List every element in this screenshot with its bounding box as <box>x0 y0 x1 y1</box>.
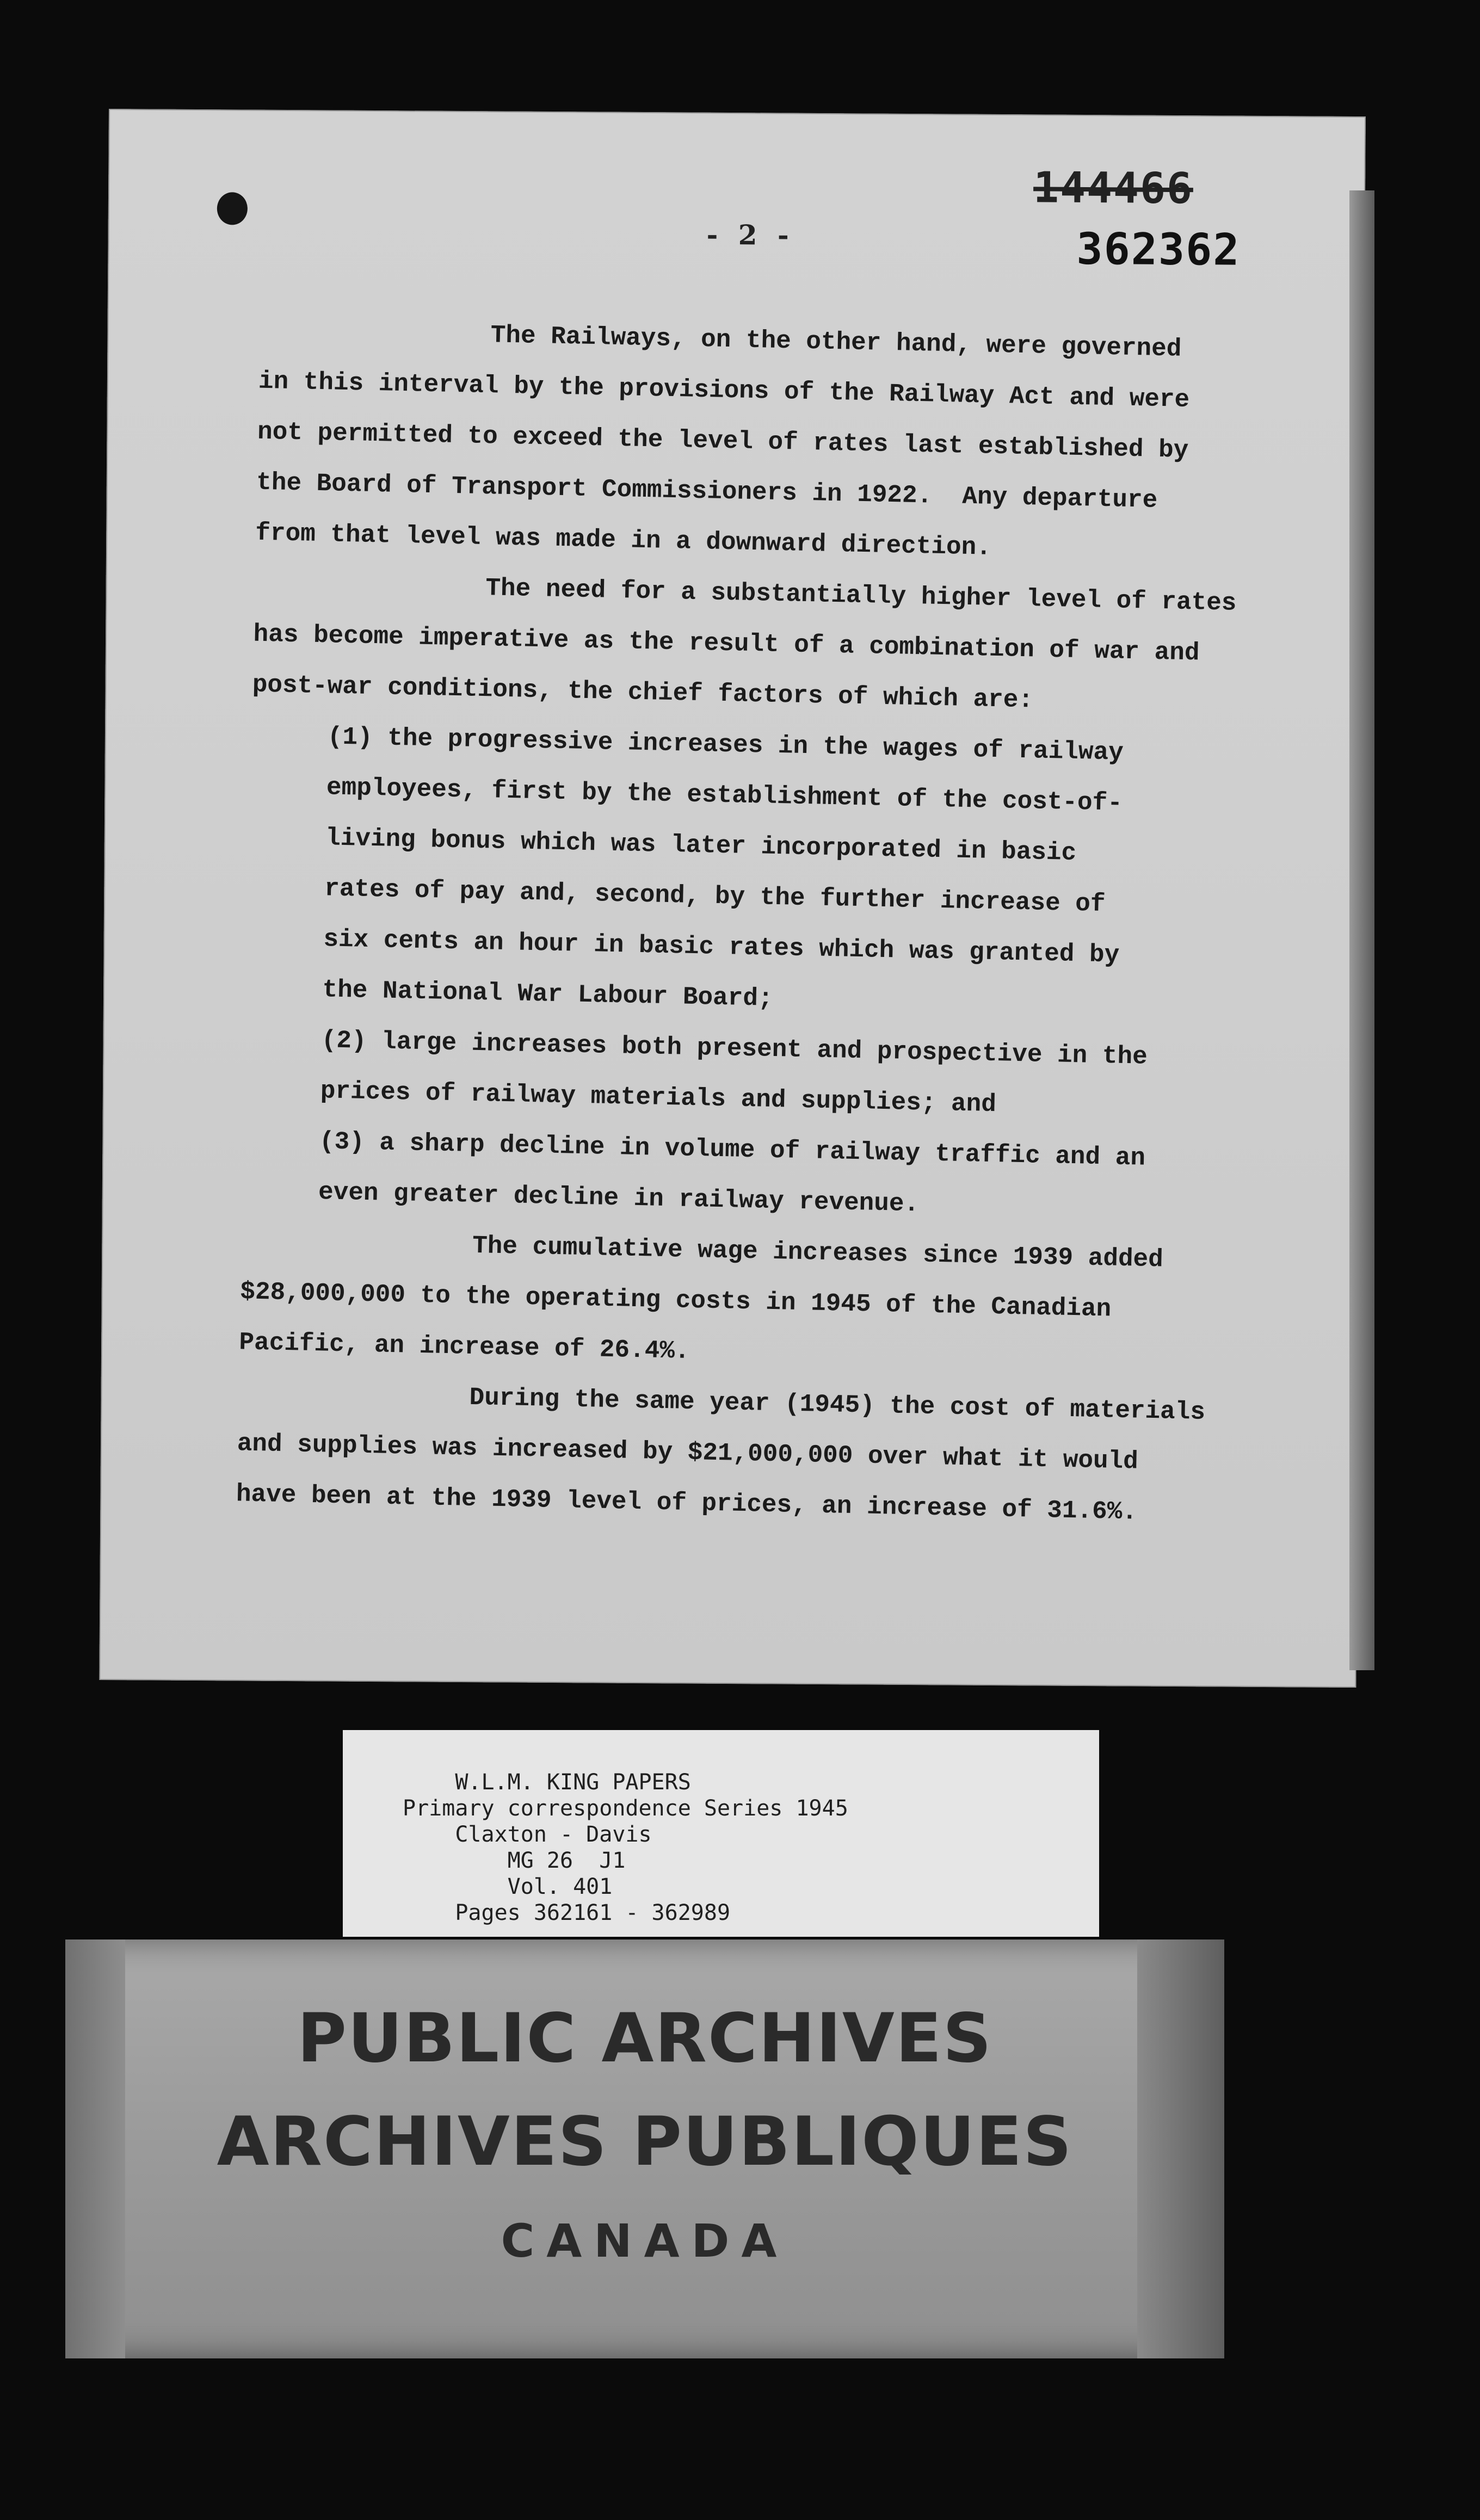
text-line: has become imperative as the result of a combination of war and <box>253 620 1200 668</box>
page-edge-shadow <box>1349 190 1374 1670</box>
list-item-line: even greater decline in railway revenue. <box>318 1178 920 1219</box>
list-item-line: living bonus which was later incorporated in basic <box>325 824 1077 868</box>
board-country: CANADA <box>501 2214 789 2268</box>
list-item-line: (3) a sharp decline in volume of railway traffic and an <box>319 1127 1146 1172</box>
text-line: $28,000,000 to the operating costs in 1945 of the Canadian <box>239 1277 1112 1324</box>
document-number-stamp: 362362 <box>1076 223 1241 275</box>
list-item-line: six cents an hour in basic rates which was granted by <box>323 925 1120 969</box>
document-body <box>236 306 1375 1542</box>
list-item-line: (2) large increases both present and prospective in the <box>321 1026 1148 1071</box>
text-line: have been at the 1939 level of prices, an increase of 31.6%. <box>236 1480 1138 1527</box>
page-number: - 2 - <box>706 218 794 251</box>
old-document-number: 144466 <box>1033 163 1194 214</box>
board-right-edge <box>1137 1940 1224 2358</box>
list-item-line: rates of pay and, second, by the further increase of <box>324 874 1106 919</box>
text-line: in this interval by the provisions of the Railway Act and were <box>258 367 1190 415</box>
text-line: During the same year (1945) the cost of materials <box>469 1383 1206 1426</box>
text-line: Pacific, an increase of 26.4%. <box>239 1328 690 1366</box>
text-line: not permitted to exceed the level of rates last established by <box>257 417 1189 465</box>
text-line: and supplies was increased by $21,000,000 over what it would <box>237 1429 1139 1476</box>
board-left-edge <box>65 1940 125 2358</box>
text-line: The cumulative wage increases since 1939 added <box>472 1231 1164 1274</box>
text-line: the Board of Transport Commissioners in 1922. Any departure <box>256 468 1158 515</box>
text-line: from that level was made in a downward direction. <box>255 518 992 562</box>
board-title-french: ARCHIVES PUBLIQUES <box>217 2103 1073 2181</box>
label-line: MG 26 J1 <box>403 1848 626 1873</box>
board-title-english: PUBLIC ARCHIVES <box>297 1999 992 2078</box>
label-line: Pages 362161 - 362989 <box>403 1900 731 1925</box>
public-archives-board <box>65 1940 1224 2358</box>
punch-hole <box>217 192 248 225</box>
label-line: Primary correspondence Series 1945 <box>403 1796 848 1821</box>
document-page <box>99 109 1366 1688</box>
archive-reference-label <box>343 1730 1099 1937</box>
list-item-line: employees, first by the establishment of the cost-of- <box>326 773 1123 818</box>
list-item-line: the National War Labour Board; <box>322 975 774 1013</box>
list-item-line: prices of railway materials and supplies; and <box>320 1077 997 1119</box>
list-item-line: (1) the progressive increases in the wages of railway <box>327 722 1124 767</box>
label-line: Vol. 401 <box>403 1874 613 1899</box>
text-line: The Railways, on the other hand, were governed <box>490 321 1182 363</box>
text-line: post-war conditions, the chief factors of which are: <box>252 670 1034 715</box>
label-line: Claxton - Davis <box>403 1822 652 1847</box>
label-line: W.L.M. KING PAPERS <box>403 1770 691 1795</box>
text-line: The need for a substantially higher level of rates <box>485 574 1237 617</box>
